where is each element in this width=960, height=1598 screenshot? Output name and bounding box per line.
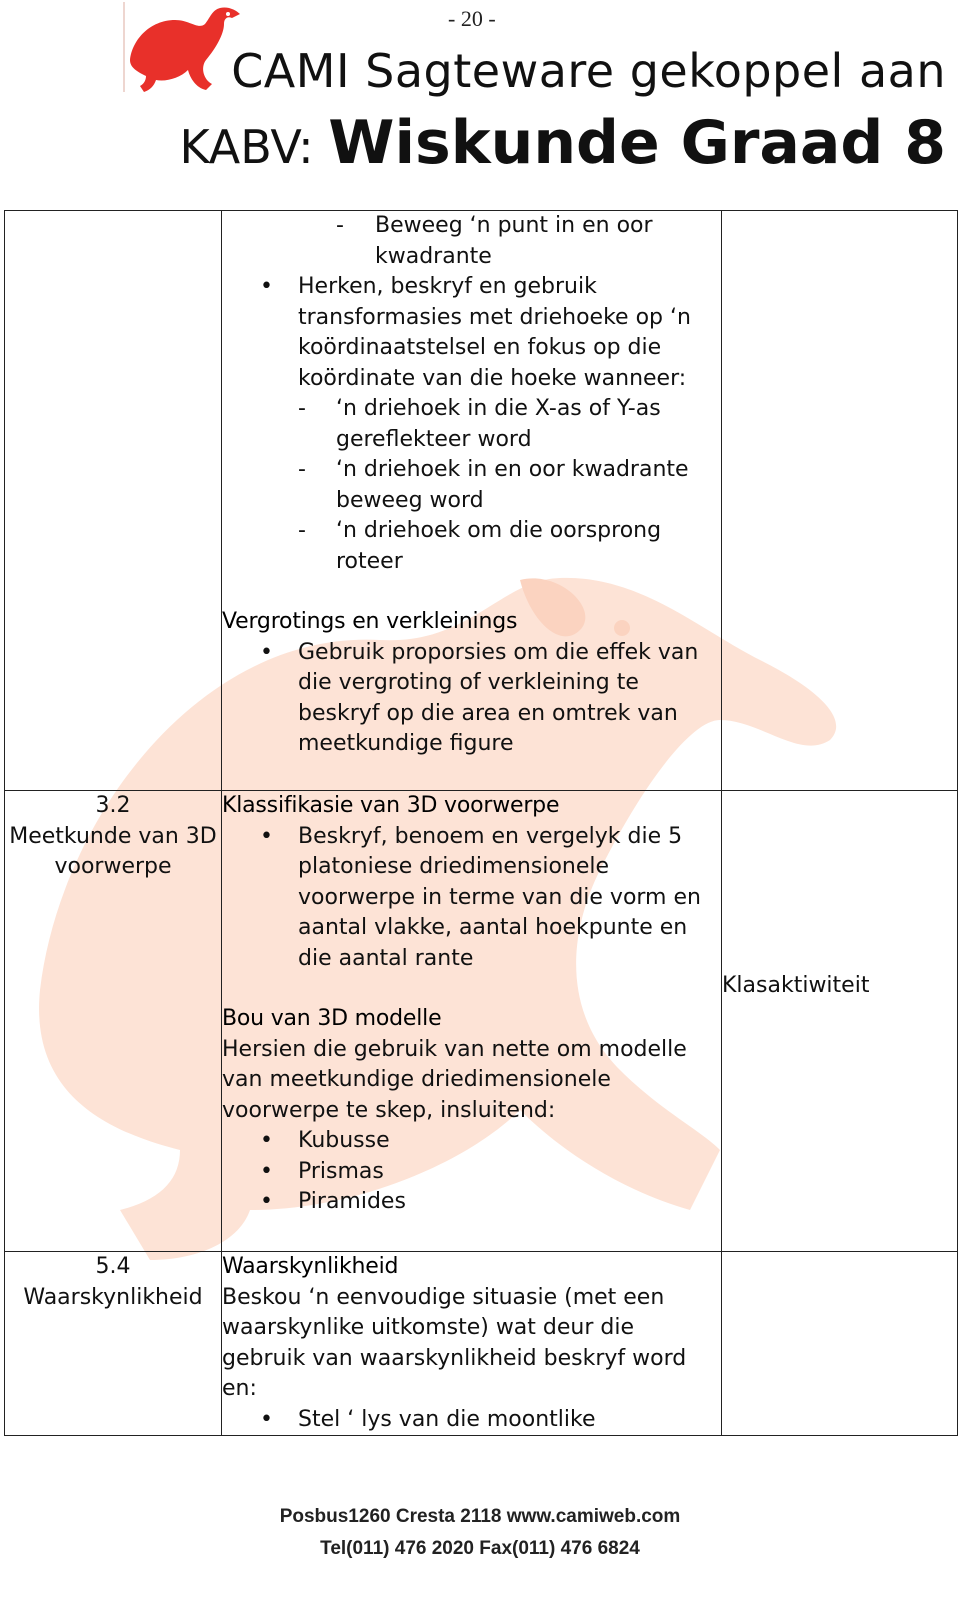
notes-cell (722, 211, 958, 791)
footer-address: Posbus1260 Cresta 2118 www.camiweb.com (279, 1506, 681, 1527)
section-heading: Klassifikasie van 3D voorwerpe (222, 793, 560, 818)
table-row (5, 1252, 958, 1436)
title-main: Wiskunde Graad 8 (328, 108, 946, 178)
list-item: - ‘n driehoek om die oorsprong roteer (222, 516, 721, 577)
dash-list (222, 394, 721, 577)
topic-number: 3.2 (95, 793, 131, 818)
title-prefix: KABV: (179, 120, 329, 174)
topic-name: Meetkunde van 3D voorwerpe (9, 823, 217, 879)
paragraph: Beskou ‘n eenvoudige situasie (met een waarskynlike uitkomste) wat deur die gebruik van waarskynlikheid beskryf word en: (222, 1284, 687, 1401)
list-item: • Prismas (222, 1157, 721, 1188)
bullet-list (222, 1126, 721, 1218)
content-cell (222, 211, 722, 791)
section-heading: Vergrotings en verkleinings (222, 609, 518, 634)
list-item: - Beweeg ‘n punt in en oor kwadrante (222, 211, 721, 272)
bullet-list (222, 638, 721, 760)
list-item: - ‘n driehoek in die X-as of Y-as gereflekteer word (222, 394, 721, 455)
curriculum-table (4, 210, 958, 1436)
table-row (5, 791, 958, 1252)
page-number: - 20 - (448, 6, 496, 31)
list-item: • Stel ‘ lys van die moontlike (222, 1405, 721, 1436)
topic-cell (5, 1252, 222, 1436)
list-item: • Beskryf, benoem en vergelyk die 5 platoniese driedimensionele voorwerpe in terme van die vorm en aantal vlakke, aantal hoekpunte en die aantal rante (222, 822, 721, 975)
list-item: • Gebruik proporsies om die effek van die vergroting of verkleining te beskryf op die area en omtrek van meetkundige figure (222, 638, 721, 760)
list-item: • Herken, beskryf en gebruik transformasies met driehoeke op ‘n koördinaatstelsel en fokus op die koördinate van die hoeke wanneer: (222, 272, 721, 394)
dash-list (222, 211, 721, 272)
bullet-list (222, 1405, 721, 1436)
title-line-1: CAMI Sagteware gekoppel aan (231, 44, 946, 98)
bullet-list (222, 822, 721, 975)
bullet-list (222, 272, 721, 394)
table-row (5, 211, 958, 791)
notes-cell (722, 1252, 958, 1436)
list-item: • Piramides (222, 1187, 721, 1218)
topic-number: 5.4 (95, 1254, 131, 1279)
paragraph: Hersien die gebruik van nette om modelle van meetkundige driedimensionele voorwerpe te skep, insluitend: (222, 1036, 687, 1123)
topic-name: Waarskynlikheid (23, 1284, 203, 1310)
section-heading: Bou van 3D modelle (222, 1006, 442, 1031)
list-item: • Kubusse (222, 1126, 721, 1157)
topic-cell (5, 211, 222, 791)
title-line-2 (179, 108, 946, 178)
activity-label: Klasaktiwiteit (722, 972, 870, 998)
notes-cell (722, 791, 958, 1252)
list-item: - ‘n driehoek in en oor kwadrante beweeg word (222, 455, 721, 516)
topic-cell (5, 791, 222, 1252)
footer-contact: Tel(011) 476 2020 Fax(011) 476 6824 (320, 1538, 640, 1559)
content-cell (222, 791, 722, 1252)
section-heading: Waarskynlikheid (222, 1254, 399, 1279)
content-cell (222, 1252, 722, 1436)
